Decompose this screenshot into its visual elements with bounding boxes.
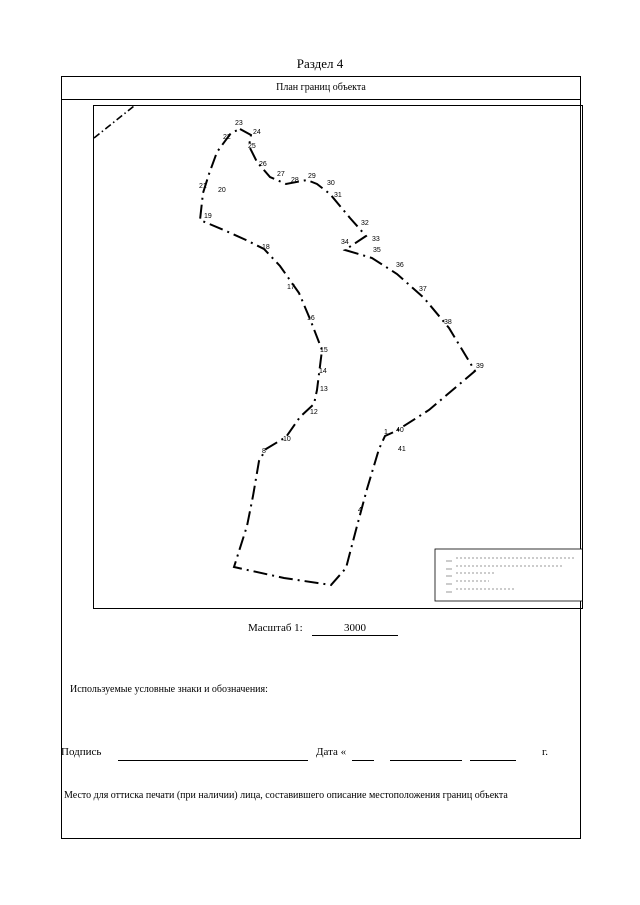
point-label-19: 19 (204, 213, 212, 220)
scale-value: 3000 (312, 622, 398, 636)
signature-line[interactable] (118, 748, 308, 761)
point-label-26: 26 (259, 161, 267, 168)
point-label-36: 36 (396, 262, 404, 269)
boundary-plan-drawing (94, 106, 583, 609)
year-suffix: г. (542, 746, 549, 758)
boundary-map (93, 105, 583, 609)
point-label-10: 10 (283, 436, 291, 443)
point-label-41: 41 (398, 446, 406, 453)
plan-header: План границ объекта (61, 76, 581, 100)
point-label-24: 24 (253, 129, 261, 136)
point-label-20: 20 (218, 187, 226, 194)
date-year-line[interactable] (470, 748, 516, 761)
date-label: Дата « (316, 746, 347, 758)
signature-label: Подпись (61, 746, 102, 758)
section-title: Раздел 4 (296, 56, 344, 71)
point-label-12: 12 (310, 409, 318, 416)
point-label-40: 40 (396, 427, 404, 434)
point-label-15: 15 (320, 347, 328, 354)
point-label-14: 14 (319, 368, 327, 375)
point-label-1: 1 (384, 429, 388, 436)
scale-label: Масштаб 1: (248, 622, 303, 634)
point-label-18: 18 (262, 244, 270, 251)
map-legend-box (435, 549, 583, 601)
legend-title: Используемые условные знаки и обозначения: (70, 684, 268, 695)
point-label-35: 35 (373, 247, 381, 254)
point-label-4: 4 (358, 507, 362, 514)
point-label-28: 28 (291, 177, 299, 184)
point-label-27: 27 (277, 171, 285, 178)
point-label-32: 32 (361, 220, 369, 227)
point-label-37: 37 (419, 286, 427, 293)
point-label-17: 17 (287, 284, 295, 291)
point-label-29: 29 (308, 173, 316, 180)
point-label-34: 34 (341, 239, 349, 246)
point-label-21: 21 (199, 183, 207, 190)
point-label-13: 13 (320, 386, 328, 393)
point-label-38: 38 (444, 319, 452, 326)
adjacent-boundary-line (94, 106, 134, 138)
point-label-39: 39 (476, 363, 484, 370)
date-month-line[interactable] (390, 748, 462, 761)
point-label-23: 23 (235, 120, 243, 127)
point-label-25: 25 (248, 143, 256, 150)
date-day-line[interactable] (352, 748, 374, 761)
point-label-31: 31 (334, 192, 342, 199)
point-label-8: 8 (262, 448, 266, 455)
stamp-place-text: Место для оттиска печати (при наличии) лица, составившего описание местоположения границ объекта (64, 790, 508, 801)
point-label-22: 22 (223, 134, 231, 141)
point-label-33: 33 (372, 236, 380, 243)
point-label-30: 30 (327, 180, 335, 187)
point-label-16: 16 (307, 315, 315, 322)
